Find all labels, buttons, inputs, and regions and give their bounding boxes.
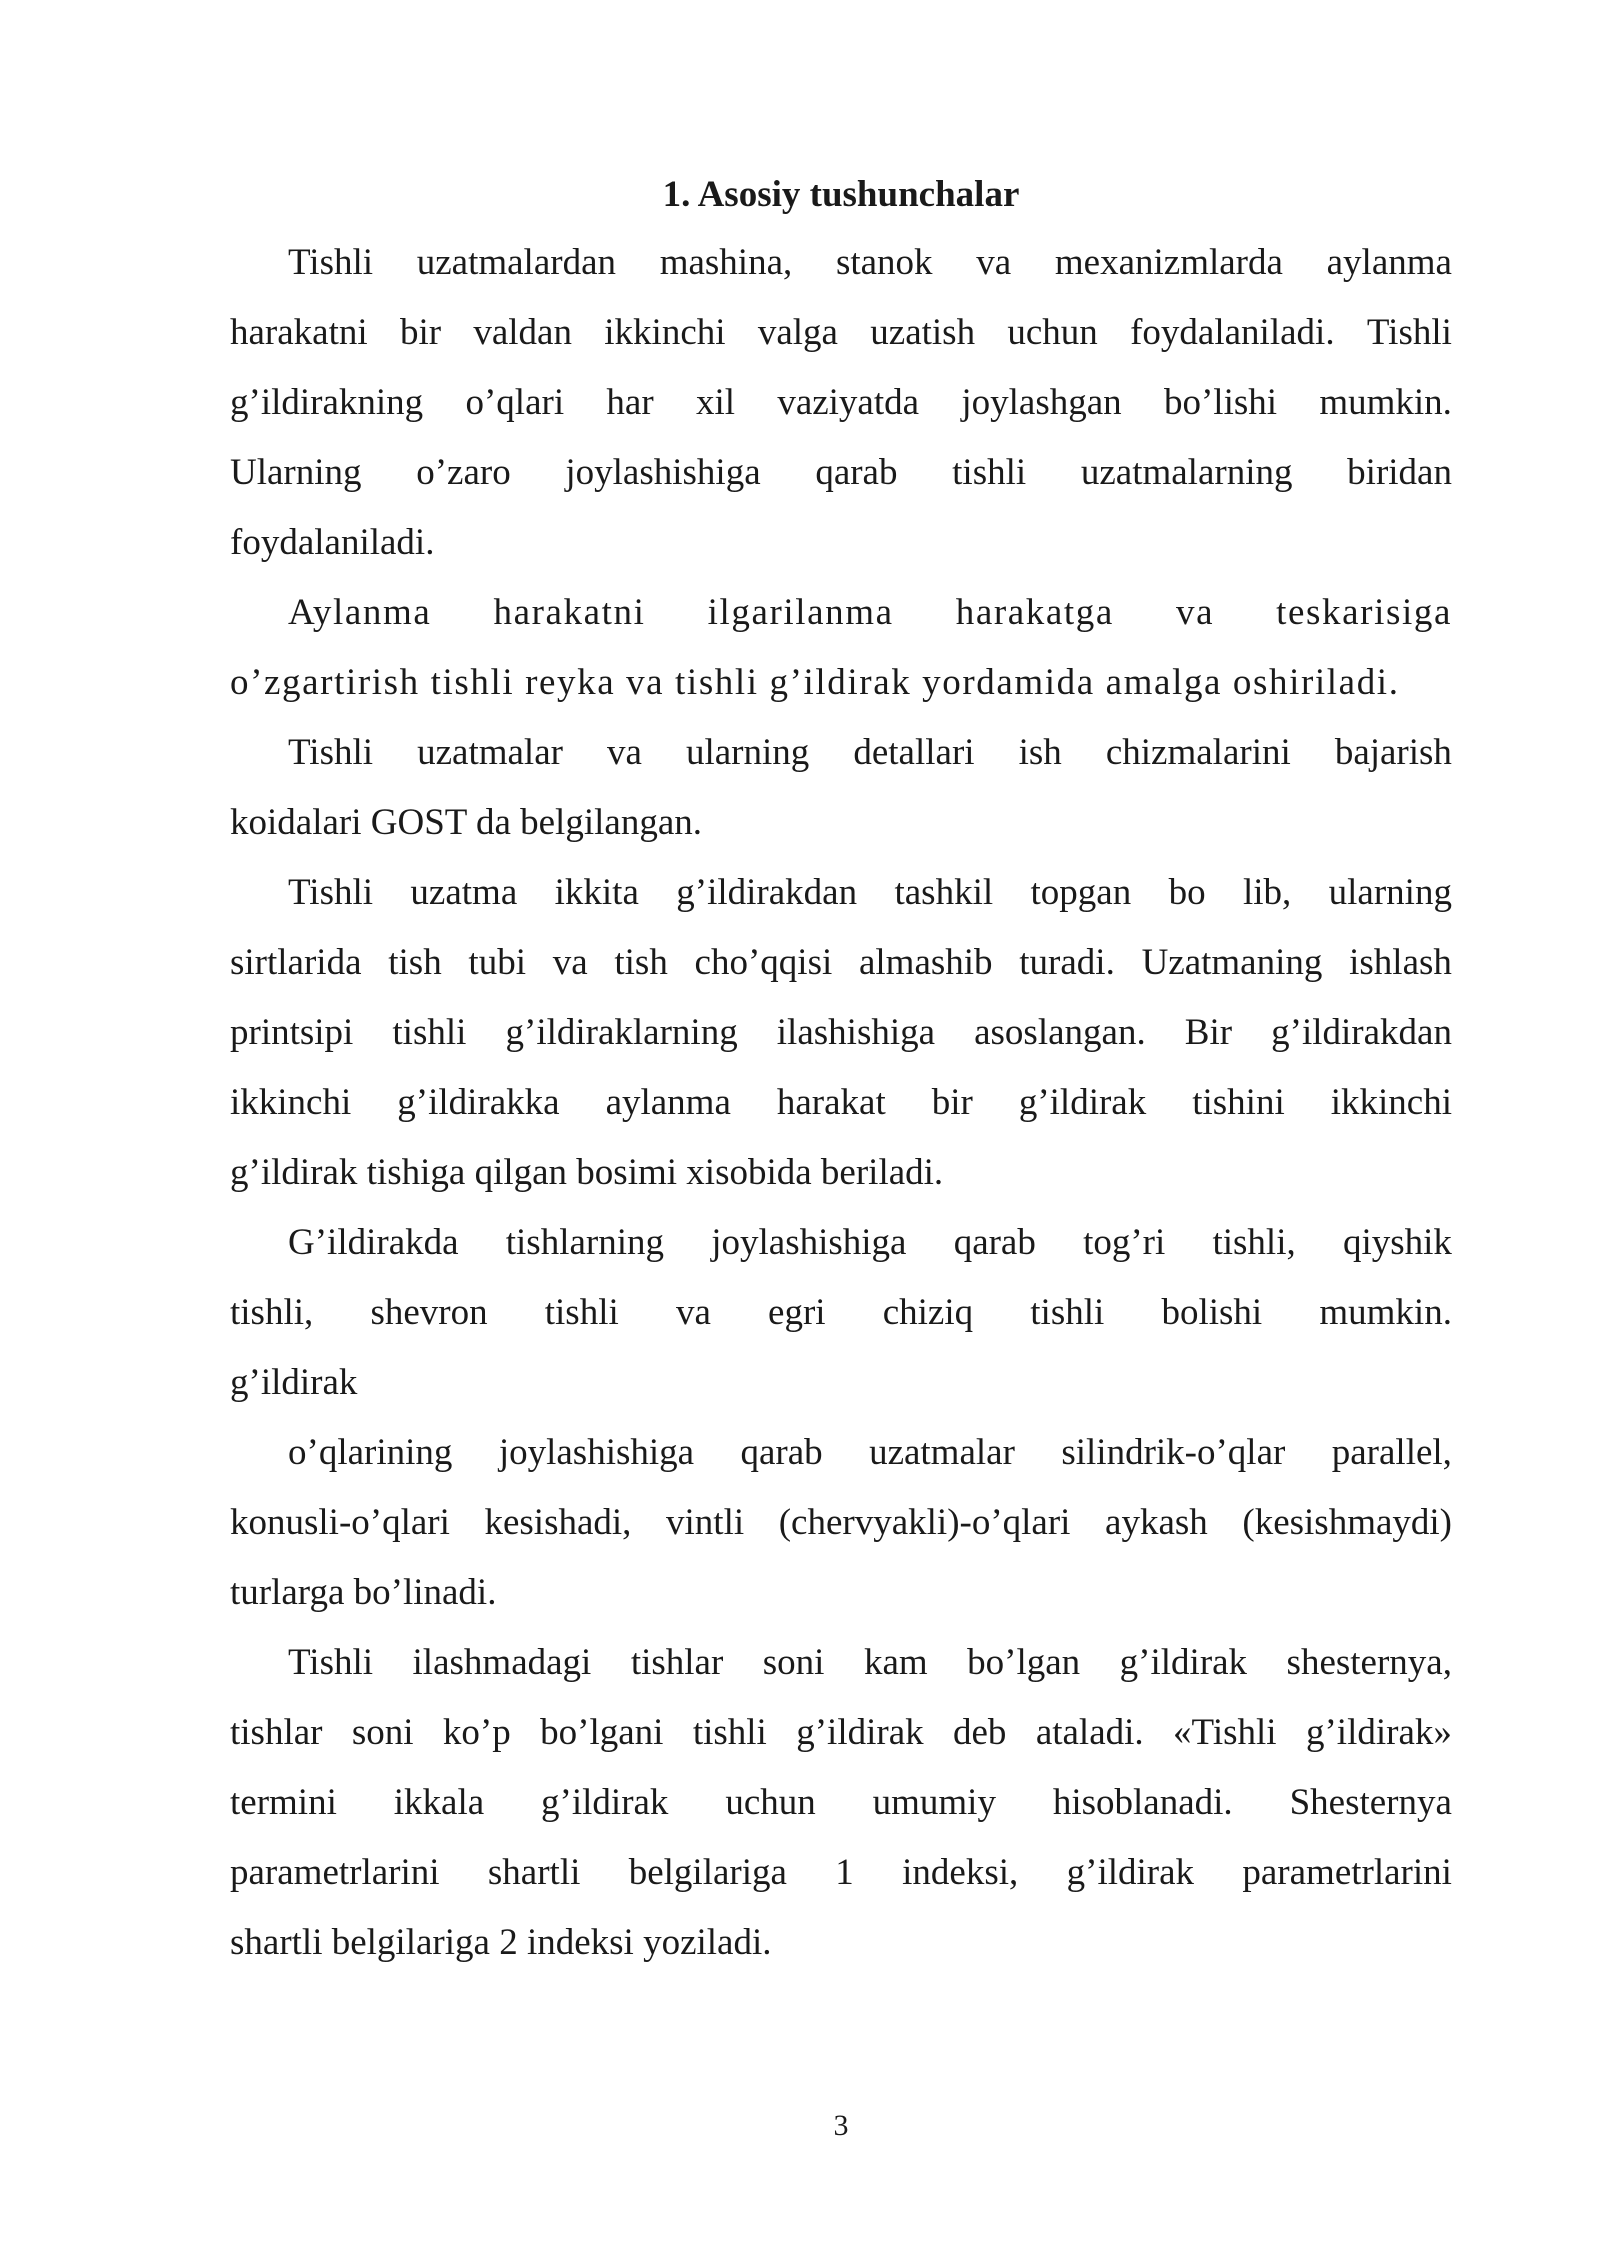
paragraph-1 <box>230 228 1452 578</box>
text-line: Ularning o’zaro joylashishiga qarab tishli uzatmalarning biridan <box>230 452 1452 493</box>
section-heading: 1. Asosiy tushunchalar <box>662 174 1020 215</box>
text-line: parametrlarini shartli belgilariga 1 indeksi, g’ildirak parametrlarini <box>230 1852 1452 1893</box>
paragraph-2 <box>230 578 1452 718</box>
text-line: harakatni bir valdan ikkinchi valga uzatish uchun foydalaniladi. Tishli <box>230 312 1452 353</box>
text-line: ikkinchi g’ildirakka aylanma harakat bir g’ildirak tishini ikkinchi <box>230 1082 1452 1123</box>
paragraph-4 <box>230 858 1452 1208</box>
text-line: turlarga bo’linadi. <box>230 1572 497 1613</box>
paragraph-3 <box>230 718 1452 858</box>
text-line: o’qlarining joylashishiga qarab uzatmalar silindrik-o’qlar parallel, <box>288 1432 1452 1473</box>
text-line: printsipi tishli g’ildiraklarning ilashishiga asoslangan. Bir g’ildirakdan <box>230 1012 1452 1053</box>
text-line: termini ikkala g’ildirak uchun umumiy hisoblanadi. Shesternya <box>230 1782 1452 1823</box>
page-number: 3 <box>833 2109 849 2142</box>
paragraph-5-continued <box>230 1418 1452 1628</box>
text-line: g’ildirakning o’qlari har xil vaziyatda joylashgan bo’lishi mumkin. <box>230 382 1452 423</box>
text-line: Tishli uzatmalardan mashina, stanok va mexanizmlarda aylanma <box>288 242 1452 283</box>
text-line: tishli, shevron tishli va egri chiziq tishli bolishi mumkin. <box>230 1292 1452 1333</box>
text-line: o’zgartirish tishli reyka va tishli g’ildirak yordamida amalga oshiriladi. <box>230 662 1400 703</box>
text-line: tishlar soni ko’p bo’lgani tishli g’ildirak deb ataladi. «Tishli g’ildirak» <box>230 1712 1452 1753</box>
text-line: foydalaniladi. <box>230 522 435 563</box>
text-line: Tishli uzatmalar va ularning detallari ish chizmalarini bajarish <box>288 732 1452 773</box>
text-line: g’ildirak <box>230 1362 358 1403</box>
text-line: koidalari GOST da belgilangan. <box>230 802 702 843</box>
text-line: g’ildirak tishiga qilgan bosimi xisobida beriladi. <box>230 1152 944 1193</box>
text-line: sirtlarida tish tubi va tish cho’qqisi almashib turadi. Uzatmaning ishlash <box>230 942 1452 983</box>
text-line: Tishli ilashmadagi tishlar soni kam bo’lgan g’ildirak shesternya, <box>288 1642 1452 1683</box>
text-line: konusli-o’qlari kesishadi, vintli (chervyakli)-o’qlari aykash (kesishmaydi) <box>230 1502 1452 1543</box>
text-line: Tishli uzatma ikkita g’ildirakdan tashkil topgan bo lib, ularning <box>288 872 1452 913</box>
text-line: Aylanma harakatni ilgarilanma harakatga va teskarisiga <box>288 592 1452 633</box>
paragraph-5 <box>230 1208 1452 1418</box>
text-line: G’ildirakda tishlarning joylashishiga qarab tog’ri tishli, qiyshik <box>288 1222 1452 1263</box>
paragraph-6 <box>230 1628 1452 1978</box>
text-line: shartli belgilariga 2 indeksi yoziladi. <box>230 1922 772 1963</box>
